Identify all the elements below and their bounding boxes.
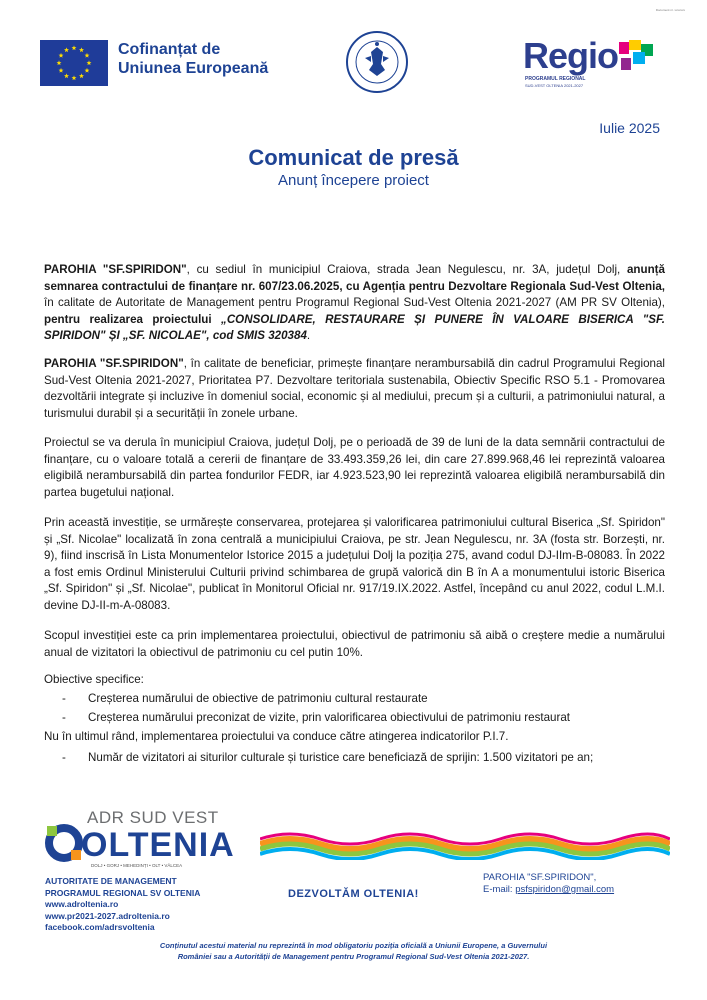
oltenia-counties: DOLJ • GORJ • MEHEDINȚI • OLT • VÂLCEA (91, 863, 183, 868)
footer-slogan: DEZVOLTĂM OLTENIA! (288, 888, 419, 900)
eu-flag-logo (40, 40, 108, 86)
oltenia-word: OLTENIA (81, 826, 235, 864)
footer-parish-name: PAROHIA "SF.SPIRIDON", (483, 872, 597, 883)
paragraph-4 (44, 515, 665, 614)
email-link[interactable]: psfspiridon@gmail.com (515, 884, 615, 895)
list-dash: - (62, 692, 66, 705)
footer-website-link[interactable]: www.adroltenia.ro (45, 899, 119, 909)
objective-item-1 (44, 691, 665, 708)
p1-contract-text: anunță semnarea contractului de finanțare nr. 607/23.06.2025, cu Agenția pentru Dezvoltare Regionala Sud-Vest Oltenia, (44, 263, 665, 293)
paragraph-2 (44, 356, 665, 422)
p1-text-a: , cu sediul în municipiul Craiova, strada Jean Negulescu, nr. 3A, județul Dolj, (186, 263, 627, 276)
page-title: Comunicat de presă (248, 145, 459, 170)
disclaimer-line-1: Conținutul acestui material nu reprezintă în mod obligatoriu poziția oficială a Uniunii Europene, a Guvernului (159, 941, 548, 950)
document-micro-text: Document nr. xxxxxxx (655, 8, 685, 12)
cofinantat-line1: Cofinanțat de (118, 41, 221, 58)
decorative-wave (260, 830, 670, 860)
objective-1-text: Creșterea numărului de obiective de patrimoniu cultural restaurate (88, 692, 428, 705)
regio-color-mark (619, 40, 661, 74)
p5-text: Scopul investiției este ca prin implementarea proiectului, obiectivul de patrimoniu să aibă o creștere medie a numărului anual de vizitatori la obiectivul de patrimoniu cu cel putin 10%. (44, 629, 665, 659)
list-dash: - (62, 711, 66, 724)
parish-name: PAROHIA "SF.SPIRIDON" (44, 263, 187, 276)
oltenia-o-mark (45, 822, 83, 864)
objective-item-2 (44, 710, 665, 727)
list-dash: - (62, 751, 66, 764)
cofinantat-text (118, 40, 268, 78)
p1-project-lead: pentru realizarea proiectului (44, 312, 222, 326)
objectives-heading: Obiective specifice: (44, 673, 144, 686)
p1-text-b: în calitate de Autoritate de Management pentru Programul Regional Sud-Vest Oltenia 2021-2027 (AM PR SV Oltenia), (44, 296, 665, 309)
page-subtitle: Anunț începere proiect (278, 172, 429, 189)
footer-authority-line: AUTORITATE DE MANAGEMENT (45, 876, 177, 886)
paragraph-3 (44, 435, 665, 501)
p1-project-name: „CONSOLIDARE, RESTAURARE ȘI PUNERE ÎN VALOARE BISERICA "SF. SPIRIDON" ȘI „SF. NICOLAE", cod SMIS 320384 (44, 312, 665, 342)
disclaimer (0, 940, 707, 962)
regio-subtitle-2: SUD-VEST OLTENIA 2021-2027 (525, 83, 584, 88)
p1-text-c: . (306, 329, 311, 342)
parish-name-2: PAROHIA "SF.SPIRIDON" (44, 357, 184, 370)
footer-program-line: PROGRAMUL REGIONAL SV OLTENIA (45, 887, 201, 898)
indicator-item-1 (44, 750, 665, 767)
disclaimer-line-2: României sau a Autorității de Management pentru Programul Regional Sud-Vest Oltenia 2021-2027. (177, 952, 530, 961)
footer-management-info (45, 876, 200, 934)
footer-facebook-link[interactable]: facebook.com/adrsvoltenia (45, 922, 155, 932)
regio-logo (523, 36, 663, 96)
p4-text: Prin această investiție, se urmărește conservarea, protejarea și valorificarea patrimoniului cultural Biserica „Sf. Spiridon" și „Sf. Nicolae" localizată în zona centrală a municipiului Craiova, pe str. Jean Negulescu, nr. 3A (fosta str. Borzești, nr. 9), fiind inscrisă în Lista Monumentelor Istorice 2015 a județului Dolj la poziția 275, avand codul DJ-IIm-B-08083. În 2022 a fost emis Ordinul Ministerului Culturii privind schimbarea de grupă valorică din B în A a monumentului istoric Biserica „Sf. Spiridon" și „Sf. Nicolae", publicat în Monitorul Oficial nr. 917/19.IX.2022. Astfel, începând cu anul 2022, codul L.M.I. devine DJ-II-m-A-08083. (44, 516, 665, 612)
footer-contact (483, 872, 614, 896)
objective-2-text: Creșterea numărului preconizat de vizite, prin valorificarea obiectivului de patrimoniu restaurat (88, 711, 571, 724)
cofinantat-line2: Uniunea Europeană (118, 60, 269, 77)
indicator-1-text: Număr de vizitatori ai siturilor culturale și turistice care beneficiază de sprijin: 1.500 vizitatori pe an; (88, 751, 594, 764)
footer-email-line (483, 884, 614, 896)
footer-program-website-link[interactable]: www.pr2021-2027.adroltenia.ro (45, 910, 170, 921)
government-seal-logo (345, 30, 409, 94)
regio-subtitle-1: PROGRAMUL REGIONAL (525, 76, 586, 82)
indicators-intro: Nu în ultimul rând, implementarea proiectului va conduce către atingerea indicatorilor P.I.7. (44, 730, 509, 743)
release-date: Iulie 2025 (599, 120, 660, 136)
paragraph-1 (44, 262, 665, 345)
p2-text: , în calitate de beneficiar, primește finanțare nerambursabilă din cadrul Programului Regional Sud-Vest Oltenia 2021-2027, Prioritatea P7. Dezvoltare teritoriala sustenabila, Obiectiv Specific RSO 5.1 - Promovarea dezvoltării integrate și incluzive în domeniul social, economic și al mediului, precum și a culturii, a patrimoniului natural, a turismului durabil și a securității în zonele urbane. (44, 357, 665, 420)
regio-word: Regio (523, 35, 619, 76)
p3-text: Proiectul se va derula în municipiul Craiova, județul Dolj, pe o perioadă de 39 de luni de la data semnării contractului de finanțare, cu o valoare totală a cererii de finanțare de 33.493.359,26 lei, din care 27.899.968,46 lei reprezintă valoarea eligibilă nerambursabilă din partea fondurilor FEDR, iar 4.923.523,90 lei reprezintă valoarea eligibilă nerambursabilă din partea bugetului național. (44, 436, 665, 499)
adr-oltenia-logo (45, 808, 265, 870)
paragraph-5 (44, 628, 665, 661)
adr-text: ADR SUD VEST (87, 808, 219, 827)
email-label: E-mail: (483, 884, 516, 895)
